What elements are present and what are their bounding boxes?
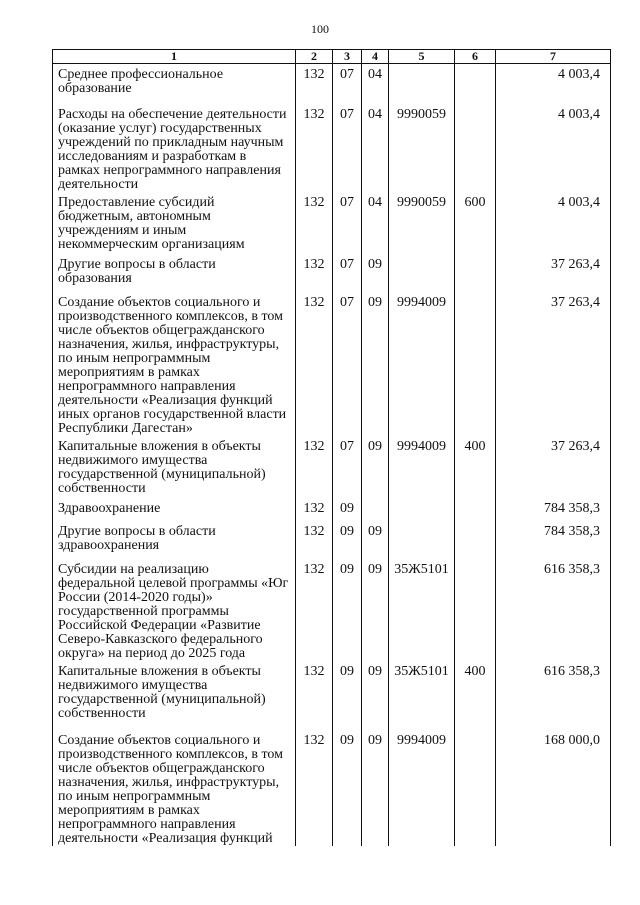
row-name: Здравоохранение — [53, 498, 296, 521]
row-section: 09 — [333, 521, 362, 559]
row-admin-code: 132 — [296, 521, 333, 559]
row-target-code — [389, 254, 455, 292]
row-section: 09 — [333, 730, 362, 846]
header-cell: 3 — [333, 50, 362, 64]
row-admin-code: 132 — [296, 661, 333, 730]
table-row — [53, 254, 611, 292]
table-row — [53, 661, 611, 730]
row-name: Предоставление субсидий бюджетным, автономным учреждениям и иным некоммерческим организациям — [53, 192, 296, 254]
row-subsection: 04 — [362, 104, 389, 192]
row-amount: 784 358,3 — [496, 498, 611, 521]
table-row — [53, 436, 611, 498]
row-subsection: 04 — [362, 64, 389, 104]
row-section: 07 — [333, 64, 362, 104]
row-admin-code: 132 — [296, 730, 333, 846]
row-section: 09 — [333, 498, 362, 521]
row-target-code: 9990059 — [389, 192, 455, 254]
row-admin-code: 132 — [296, 559, 333, 661]
table-row — [53, 521, 611, 559]
row-amount: 4 003,4 — [496, 104, 611, 192]
table-row — [53, 64, 611, 104]
row-name: Капитальные вложения в объекты недвижимого имущества государственной (муниципальной) собственности — [53, 436, 296, 498]
header-cell: 5 — [389, 50, 455, 64]
table-row — [53, 559, 611, 661]
row-subsection: 09 — [362, 559, 389, 661]
row-name: Капитальные вложения в объекты недвижимого имущества государственной (муниципальной) собственности — [53, 661, 296, 730]
row-expense-type: 400 — [455, 661, 496, 730]
header-row — [53, 50, 611, 64]
row-expense-type — [455, 559, 496, 661]
row-expense-type — [455, 498, 496, 521]
row-target-code: 9994009 — [389, 292, 455, 436]
row-expense-type — [455, 254, 496, 292]
row-admin-code: 132 — [296, 104, 333, 192]
row-subsection: 09 — [362, 661, 389, 730]
row-section: 09 — [333, 559, 362, 661]
row-amount: 784 358,3 — [496, 521, 611, 559]
table-row — [53, 292, 611, 436]
row-admin-code: 132 — [296, 254, 333, 292]
row-name: Создание объектов социального и производственного комплексов, в том числе объектов общегражданского назначения, жилья, инфраструктуры, по иным непрограммным мероприятиям в рамках непрограммного направления деятельности «Реализация функций — [53, 730, 296, 846]
row-admin-code: 132 — [296, 192, 333, 254]
row-section: 07 — [333, 254, 362, 292]
row-name: Субсидии на реализацию федеральной целевой программы «Юг России (2014-2020 годы)» государственной программы Российской Федерации «Развитие Северо-Кавказского федерального округа» на период до 2025 года — [53, 559, 296, 661]
row-amount: 37 263,4 — [496, 436, 611, 498]
budget-table — [52, 49, 611, 846]
table-row — [53, 730, 611, 846]
row-amount: 4 003,4 — [496, 64, 611, 104]
row-target-code: 9994009 — [389, 436, 455, 498]
row-name: Другие вопросы в области образования — [53, 254, 296, 292]
header-cell: 7 — [496, 50, 611, 64]
table-row — [53, 104, 611, 192]
row-subsection: 09 — [362, 436, 389, 498]
row-target-code — [389, 521, 455, 559]
row-amount: 616 358,3 — [496, 559, 611, 661]
header-cell: 2 — [296, 50, 333, 64]
row-expense-type — [455, 64, 496, 104]
row-amount: 37 263,4 — [496, 292, 611, 436]
row-amount: 168 000,0 — [496, 730, 611, 846]
row-section: 07 — [333, 104, 362, 192]
row-admin-code: 132 — [296, 64, 333, 104]
row-subsection: 09 — [362, 730, 389, 846]
row-section: 07 — [333, 192, 362, 254]
row-subsection: 04 — [362, 192, 389, 254]
row-target-code: 35Ж5101 — [389, 661, 455, 730]
row-admin-code: 132 — [296, 292, 333, 436]
row-name: Создание объектов социального и производственного комплексов, в том числе объектов общегражданского назначения, жилья, инфраструктуры, по иным непрограммным мероприятиям в рамках непрограммного направления деятельности «Реализация функций иных органов государственной власти Республики Дагестан» — [53, 292, 296, 436]
row-target-code: 9994009 — [389, 730, 455, 846]
row-expense-type — [455, 104, 496, 192]
page-number: 100 — [311, 22, 329, 36]
row-name: Другие вопросы в области здравоохранения — [53, 521, 296, 559]
table-row — [53, 192, 611, 254]
row-subsection: 09 — [362, 292, 389, 436]
header-cell: 4 — [362, 50, 389, 64]
header-cell: 6 — [455, 50, 496, 64]
header-cell: 1 — [53, 50, 296, 64]
row-expense-type: 400 — [455, 436, 496, 498]
row-target-code: 9990059 — [389, 104, 455, 192]
row-admin-code: 132 — [296, 436, 333, 498]
row-amount: 37 263,4 — [496, 254, 611, 292]
row-expense-type — [455, 521, 496, 559]
row-target-code: 35Ж5101 — [389, 559, 455, 661]
row-section: 07 — [333, 292, 362, 436]
row-target-code — [389, 64, 455, 104]
row-name: Расходы на обеспечение деятельности (оказание услуг) государственных учреждений по прикладным научным исследованиям и разработкам в рамках непрограммного направления деятельности — [53, 104, 296, 192]
row-subsection — [362, 498, 389, 521]
row-expense-type — [455, 730, 496, 846]
row-target-code — [389, 498, 455, 521]
row-subsection: 09 — [362, 521, 389, 559]
row-subsection: 09 — [362, 254, 389, 292]
row-amount: 4 003,4 — [496, 192, 611, 254]
row-expense-type — [455, 292, 496, 436]
table-row — [53, 498, 611, 521]
row-section: 09 — [333, 661, 362, 730]
row-name: Среднее профессиональное образование — [53, 64, 296, 104]
row-section: 07 — [333, 436, 362, 498]
row-amount: 616 358,3 — [496, 661, 611, 730]
row-admin-code: 132 — [296, 498, 333, 521]
row-expense-type: 600 — [455, 192, 496, 254]
